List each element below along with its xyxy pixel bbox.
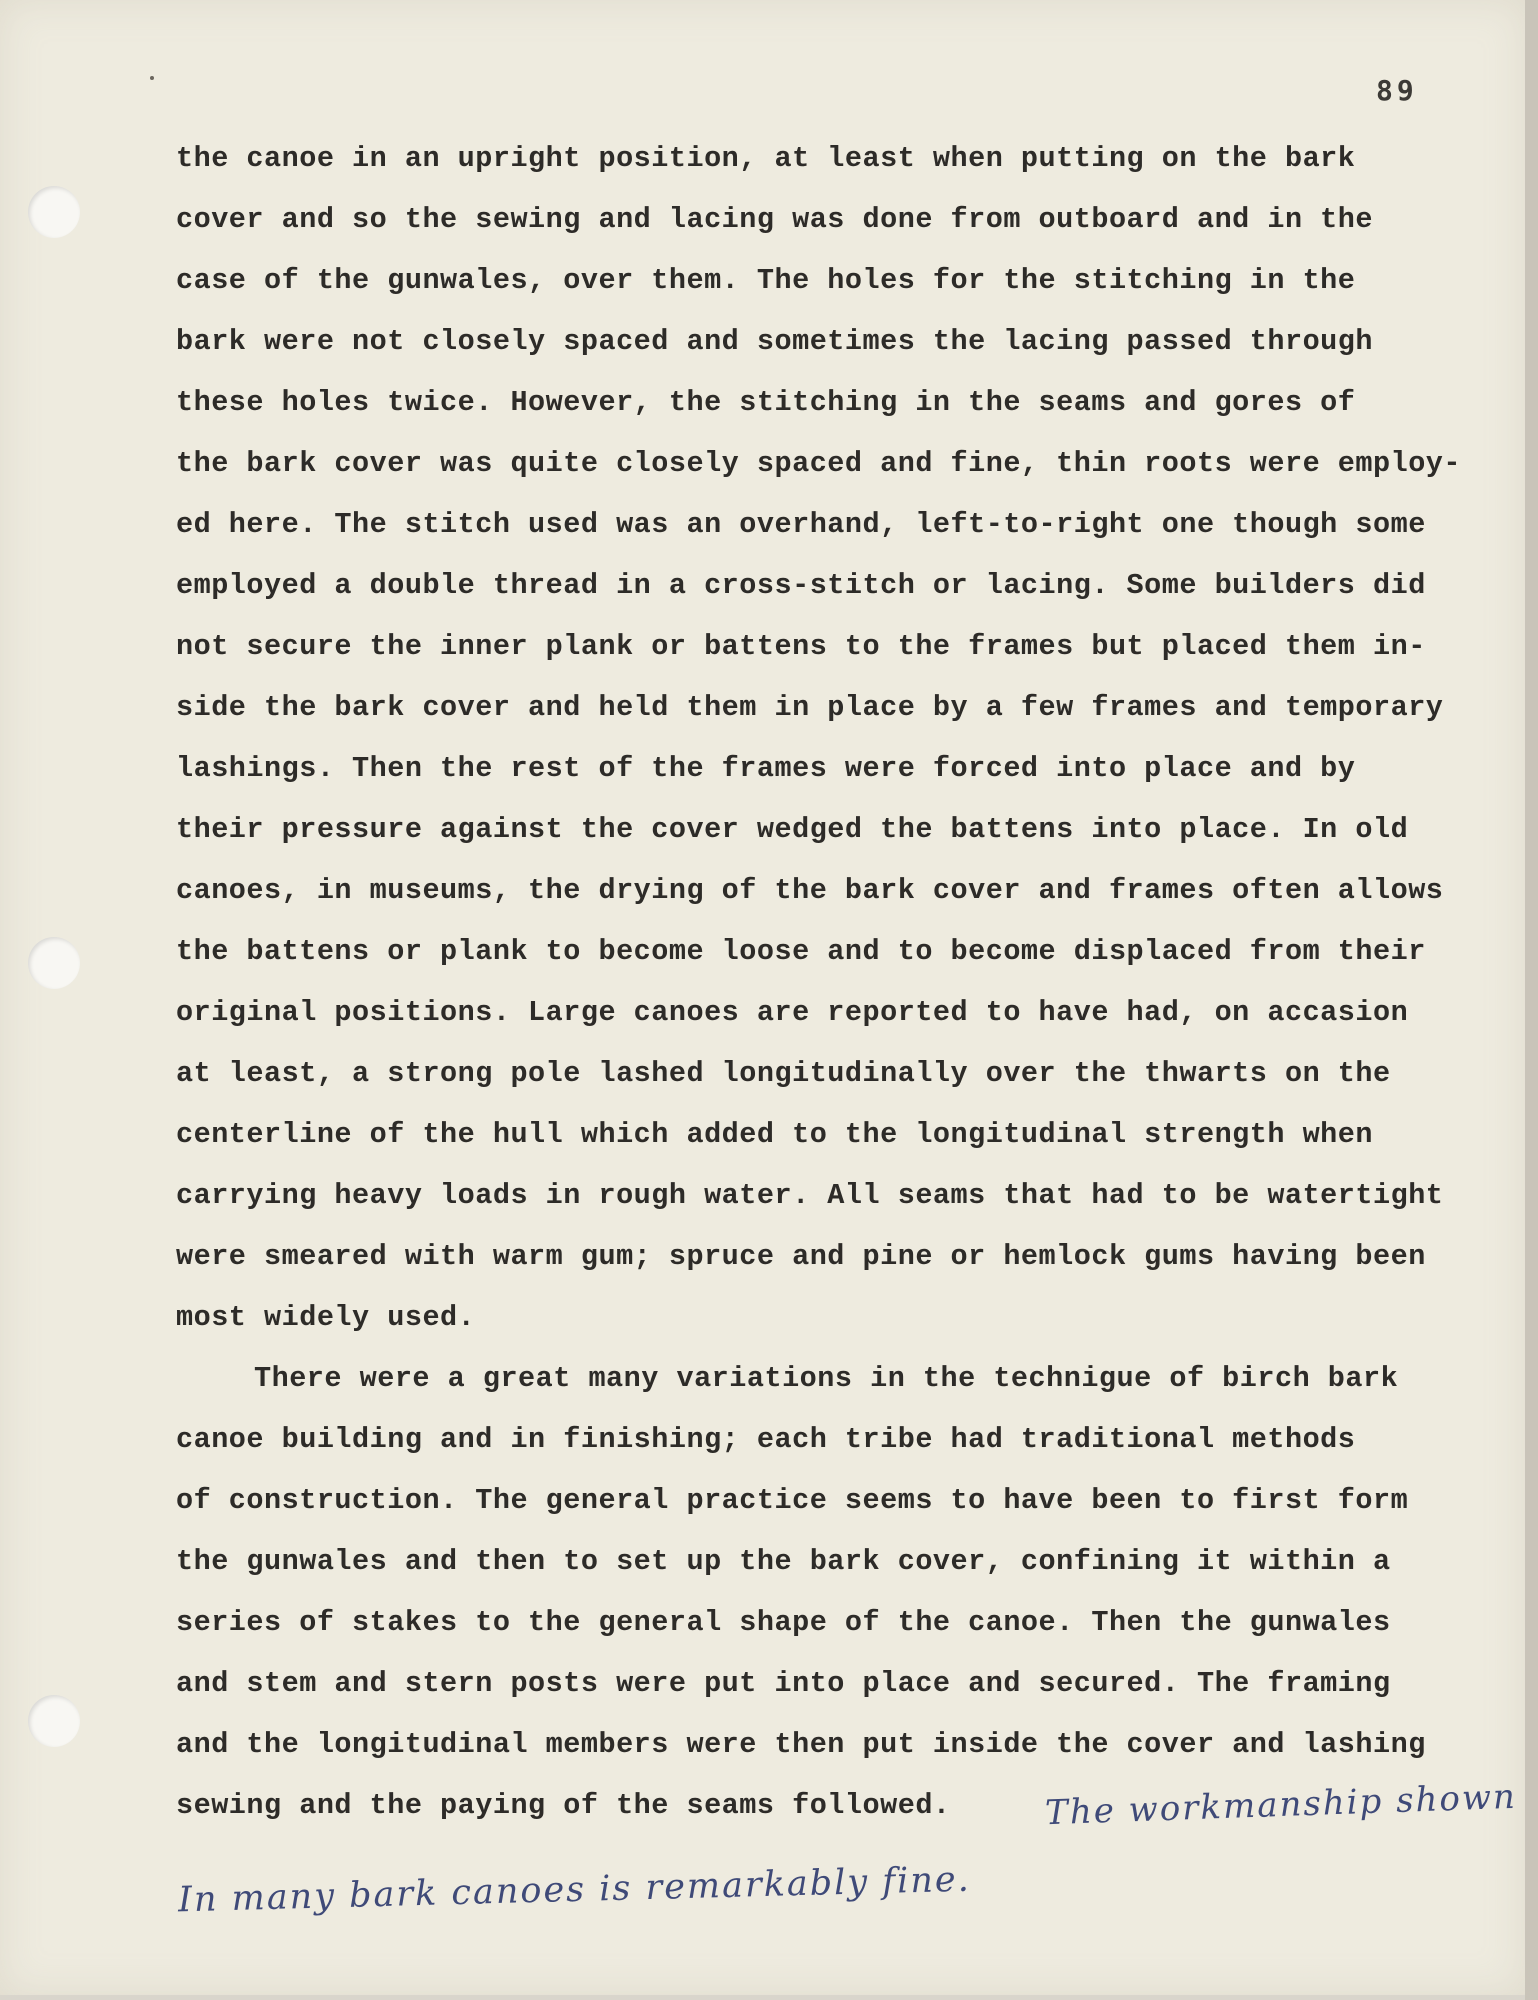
text-line: series of stakes to the general shape of the canoe. Then the gunwales [176, 1606, 1391, 1639]
text-line: side the bark cover and held them in place by a few frames and temporary [176, 691, 1444, 724]
text-line: case of the gunwales, over them. The holes for the stitching in the [176, 264, 1356, 297]
text-line: the bark cover was quite closely spaced and fine, thin roots were employ- [176, 447, 1462, 480]
paper-speck [150, 76, 154, 80]
handwritten-note-line-1: The workmanship shown [1044, 1776, 1518, 1834]
text-line: employed a double thread in a cross-stitch or lacing. Some builders did [176, 569, 1426, 602]
text-line: and the longitudinal members were then put inside the cover and lashing [176, 1728, 1426, 1761]
text-line: and stem and stern posts were put into place and secured. The framing [176, 1667, 1391, 1700]
binder-hole-middle [28, 937, 80, 989]
text-line: not secure the inner plank or battens to the frames but placed them in- [176, 630, 1426, 663]
text-line: most widely used. [176, 1301, 476, 1334]
binder-hole-bottom [28, 1695, 80, 1747]
text-line: carrying heavy loads in rough water. All seams that had to be watertight [176, 1179, 1444, 1212]
text-line: the battens or plank to become loose and to become displaced from their [176, 935, 1426, 968]
body-text [176, 128, 1506, 1836]
text-line: at least, a strong pole lashed longitudinally over the thwarts on the [176, 1057, 1391, 1090]
text-line: the gunwales and then to set up the bark cover, confining it within a [176, 1545, 1391, 1578]
text-line: canoes, in museums, the drying of the bark cover and frames often allows [176, 874, 1444, 907]
text-line: their pressure against the cover wedged the battens into place. In old [176, 813, 1409, 846]
text-line: sewing and the paying of the seams followed. [176, 1789, 951, 1822]
text-line: were smeared with warm gum; spruce and pine or hemlock gums having been [176, 1240, 1426, 1273]
text-line: these holes twice. However, the stitching in the seams and gores of [176, 386, 1356, 419]
text-line: canoe building and in finishing; each tribe had traditional methods [176, 1423, 1356, 1456]
text-line: cover and so the sewing and lacing was done from outboard and in the [176, 203, 1373, 236]
page-number: 89 [1376, 74, 1418, 107]
binder-hole-top [28, 186, 80, 238]
paragraph-first-line: There were a great many variations in the technigue of birch bark [254, 1362, 1399, 1395]
text-line: the canoe in an upright position, at least when putting on the bark [176, 142, 1356, 175]
text-line: original positions. Large canoes are reported to have had, on accasion [176, 996, 1409, 1029]
text-line: ed here. The stitch used was an overhand, left-to-right one though some [176, 508, 1426, 541]
page-edge [1525, 0, 1538, 2000]
text-line: lashings. Then the rest of the frames were forced into place and by [176, 752, 1356, 785]
text-line: bark were not closely spaced and sometimes the lacing passed through [176, 325, 1373, 358]
text-line: centerline of the hull which added to the longitudinal strength when [176, 1118, 1373, 1151]
text-line: of construction. The general practice seems to have been to first form [176, 1484, 1409, 1517]
handwritten-note-line-2: In many bark canoes is remarkably fine. [177, 1859, 972, 1921]
